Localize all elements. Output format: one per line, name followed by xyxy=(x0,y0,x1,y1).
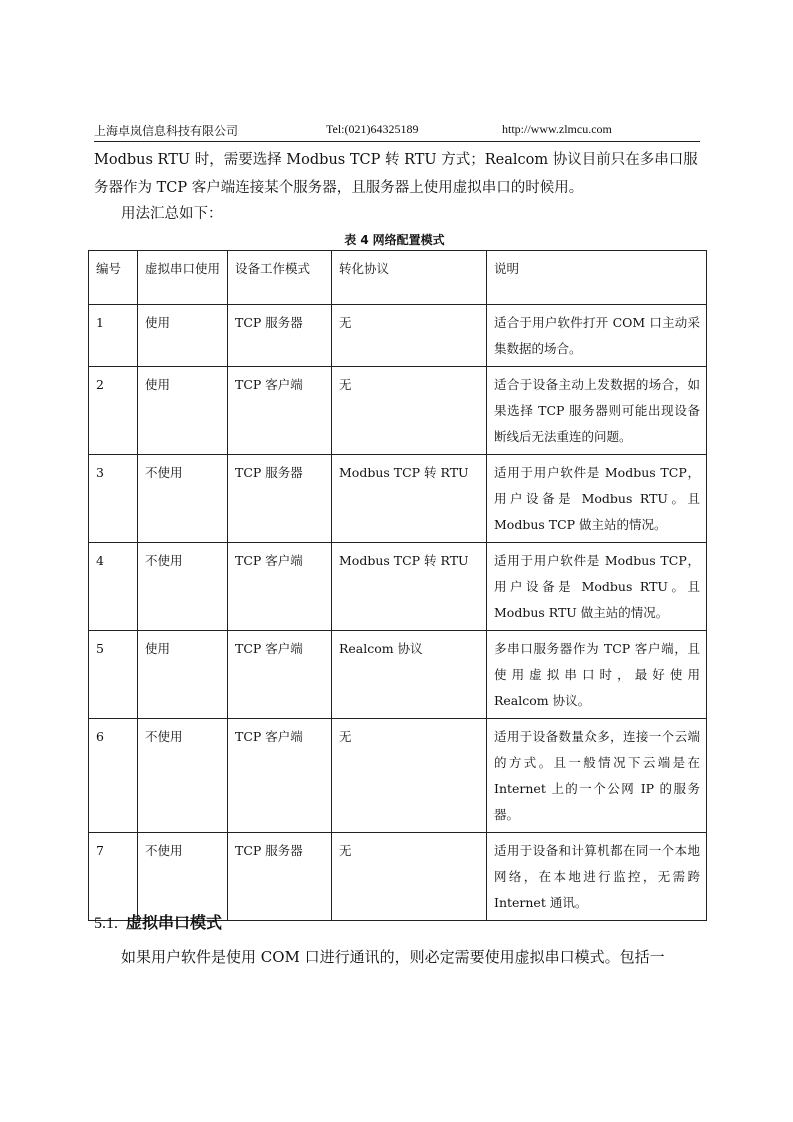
intro-line-3: 用法汇总如下： xyxy=(121,206,223,222)
cell-virtual-com: 使用 xyxy=(138,367,228,455)
cell-protocol: 无 xyxy=(332,833,487,921)
cell-description: 多串口服务器作为 TCP 客户端，且使用虚拟串口时，最好使用 Realcom 协议。 xyxy=(487,631,707,719)
header-protocol: 转化协议 xyxy=(332,251,487,305)
cell-description: 适用于设备数量众多，连接一个云端的方式。且一般情况下云端是在 Internet 上的一个公网 IP 的服务器。 xyxy=(487,719,707,833)
caption-title: 网络配置模式 xyxy=(372,233,445,247)
cell-description: 适用于设备和计算机都在同一个本地网络，在本地进行监控，无需跨 Internet 通讯。 xyxy=(487,833,707,921)
cell-virtual-com: 使用 xyxy=(138,631,228,719)
cell-no: 5 xyxy=(89,631,138,719)
table-row xyxy=(89,719,707,833)
header-company: 上海卓岚信息科技有限公司 xyxy=(94,124,239,138)
intro-line-2: 务器作为 TCP 客户端连接某个服务器，且服务器上使用虚拟串口的时候用。 xyxy=(94,180,584,196)
page-header xyxy=(94,121,700,142)
header-telephone: Tel:(021)64325189 xyxy=(326,122,419,136)
cell-virtual-com: 不使用 xyxy=(138,719,228,833)
cell-no: 2 xyxy=(89,367,138,455)
table-header-row xyxy=(89,251,707,305)
cell-virtual-com: 不使用 xyxy=(138,455,228,543)
cell-protocol: 无 xyxy=(332,305,487,367)
cell-description: 适用于用户软件是 Modbus TCP，用户设备是 Modbus RTU。且 Modbus TCP 做主站的情况。 xyxy=(487,455,707,543)
cell-description: 适合于设备主动上发数据的场合，如果选择 TCP 服务器则可能出现设备断线后无法重连的问题。 xyxy=(487,367,707,455)
table-caption xyxy=(0,231,793,248)
caption-number: 4 xyxy=(360,233,369,247)
cell-virtual-com: 使用 xyxy=(138,305,228,367)
header-work-mode: 设备工作模式 xyxy=(228,251,332,305)
table-row xyxy=(89,305,707,367)
cell-virtual-com: 不使用 xyxy=(138,543,228,631)
cell-protocol: Realcom 协议 xyxy=(332,631,487,719)
cell-no: 7 xyxy=(89,833,138,921)
cell-no: 3 xyxy=(89,455,138,543)
cell-no: 1 xyxy=(89,305,138,367)
cell-protocol: 无 xyxy=(332,367,487,455)
table-row xyxy=(89,631,707,719)
cell-work-mode: TCP 客户端 xyxy=(228,719,332,833)
cell-description: 适合于用户软件打开 COM 口主动采集数据的场合。 xyxy=(487,305,707,367)
cell-work-mode: TCP 客户端 xyxy=(228,367,332,455)
header-virtual-com: 虚拟串口使用 xyxy=(138,251,228,305)
network-config-table xyxy=(88,250,707,921)
cell-virtual-com: 不使用 xyxy=(138,833,228,921)
table-row xyxy=(89,455,707,543)
cell-work-mode: TCP 客户端 xyxy=(228,631,332,719)
header-description: 说明 xyxy=(487,251,707,305)
cell-work-mode: TCP 客户端 xyxy=(228,543,332,631)
cell-protocol: Modbus TCP 转 RTU xyxy=(332,543,487,631)
cell-description: 适用于用户软件是 Modbus TCP，用户设备是 Modbus RTU。且 Modbus RTU 做主站的情况。 xyxy=(487,543,707,631)
table-row xyxy=(89,543,707,631)
table-row xyxy=(89,833,707,921)
cell-work-mode: TCP 服务器 xyxy=(228,305,332,367)
cell-protocol: Modbus TCP 转 RTU xyxy=(332,455,487,543)
cell-no: 4 xyxy=(89,543,138,631)
caption-label: 表 xyxy=(344,233,357,247)
cell-work-mode: TCP 服务器 xyxy=(228,455,332,543)
section-number: 5.1. xyxy=(94,915,118,932)
section-title: 虚拟串口模式 xyxy=(126,913,223,932)
table-row xyxy=(89,367,707,455)
section-heading xyxy=(94,910,222,933)
header-no: 编号 xyxy=(89,251,138,305)
cell-no: 6 xyxy=(89,719,138,833)
cell-work-mode: TCP 服务器 xyxy=(228,833,332,921)
intro-line-1: Modbus RTU 时，需要选择 Modbus TCP 转 RTU 方式；Realcom 协议目前只在多串口服 xyxy=(94,152,698,168)
body-line-1: 如果用户软件是使用 COM 口进行通讯的，则必定需要使用虚拟串口模式。包括一 xyxy=(121,948,665,966)
cell-protocol: 无 xyxy=(332,719,487,833)
header-website: http://www.zlmcu.com xyxy=(502,122,612,136)
